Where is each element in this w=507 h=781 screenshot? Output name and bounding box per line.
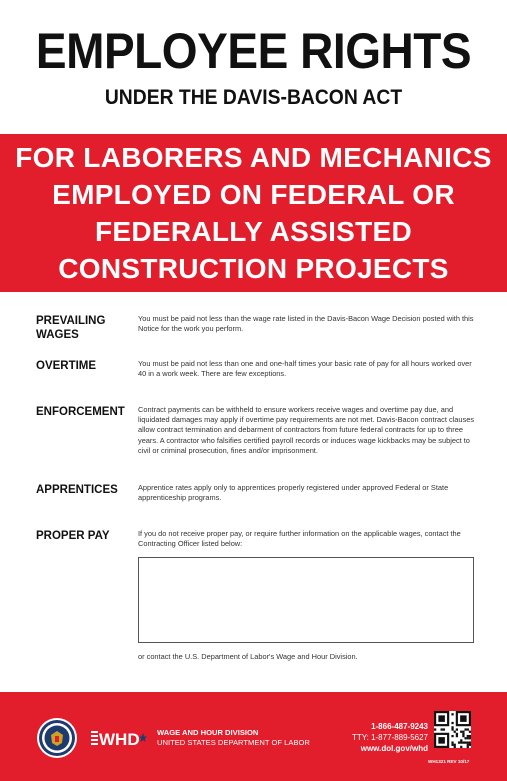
section-text: You must be paid not less than the wage rate listed in the Davis-Bacon Wage Decision posted with this Notice for the work you perform. [138,314,474,334]
whd-logo [91,729,147,747]
section-text: You must be paid not less than one and one-half times your basic rate of pay for all hours worked over 40 in a work week. There are few exceptions. [138,359,472,379]
red-banner [0,134,507,292]
section-text: Contract payments can be withheld to ensure workers receive wages and overtime pay due, and liquidated damages may apply if overtime pay requirements are not met. Davis-Bacon contract clauses allow contract termination and debarment of contractors from future federal contracts for up to three years. A contractor who falsifies certified payroll records or induces wage kickbacks may be subject to civil or criminal prosecution, fines and/or imprisonment. [138,405,475,455]
poster-header [0,0,507,134]
tty-number: TTY: 1-877-889-5627 [351,733,428,742]
whd-logo-text: WHD [99,730,140,747]
section-label: PROPER PAY [36,530,110,542]
section-text: Apprentice rates apply only to apprentices properly registered under approved Federal or State apprenticeship programs. [138,483,449,503]
section-text: If you do not receive proper pay, or require further information on the applicable wages, contact the Contracting Officer listed below: [138,529,461,549]
section-label: PREVAILING WAGES [36,315,106,341]
website-link[interactable]: www.dol.gov/whd [360,744,428,753]
footer-note: or contact the U.S. Department of Labor's Wage and Hour Division. [138,652,358,661]
department-name: UNITED STATES DEPARTMENT OF LABOR [157,738,310,747]
form-code: WH1321 REV 10/17 [428,759,470,764]
banner-text: FOR LABORERS AND MECHANICS EMPLOYED ON FEDERAL OR FEDERALLY ASSISTED CONSTRUCTION PROJECTS [15,142,492,284]
poster-subtitle: UNDER THE DAVIS-BACON ACT [104,86,403,109]
dol-seal-icon [37,718,77,758]
section-label: ENFORCEMENT [36,406,125,418]
qr-code-icon [434,711,471,748]
section-label: APPRENTICES [36,484,118,496]
phone-number: 1-866-487-9243 [371,722,428,731]
section-label: OVERTIME [36,360,97,372]
poster-title: EMPLOYEE RIGHTS [35,23,472,79]
poster-footer [0,692,507,781]
agency-name: WAGE AND HOUR DIVISION [157,728,259,737]
agency-block [157,728,310,748]
contracting-officer-box [138,557,474,643]
contact-block [352,721,428,754]
